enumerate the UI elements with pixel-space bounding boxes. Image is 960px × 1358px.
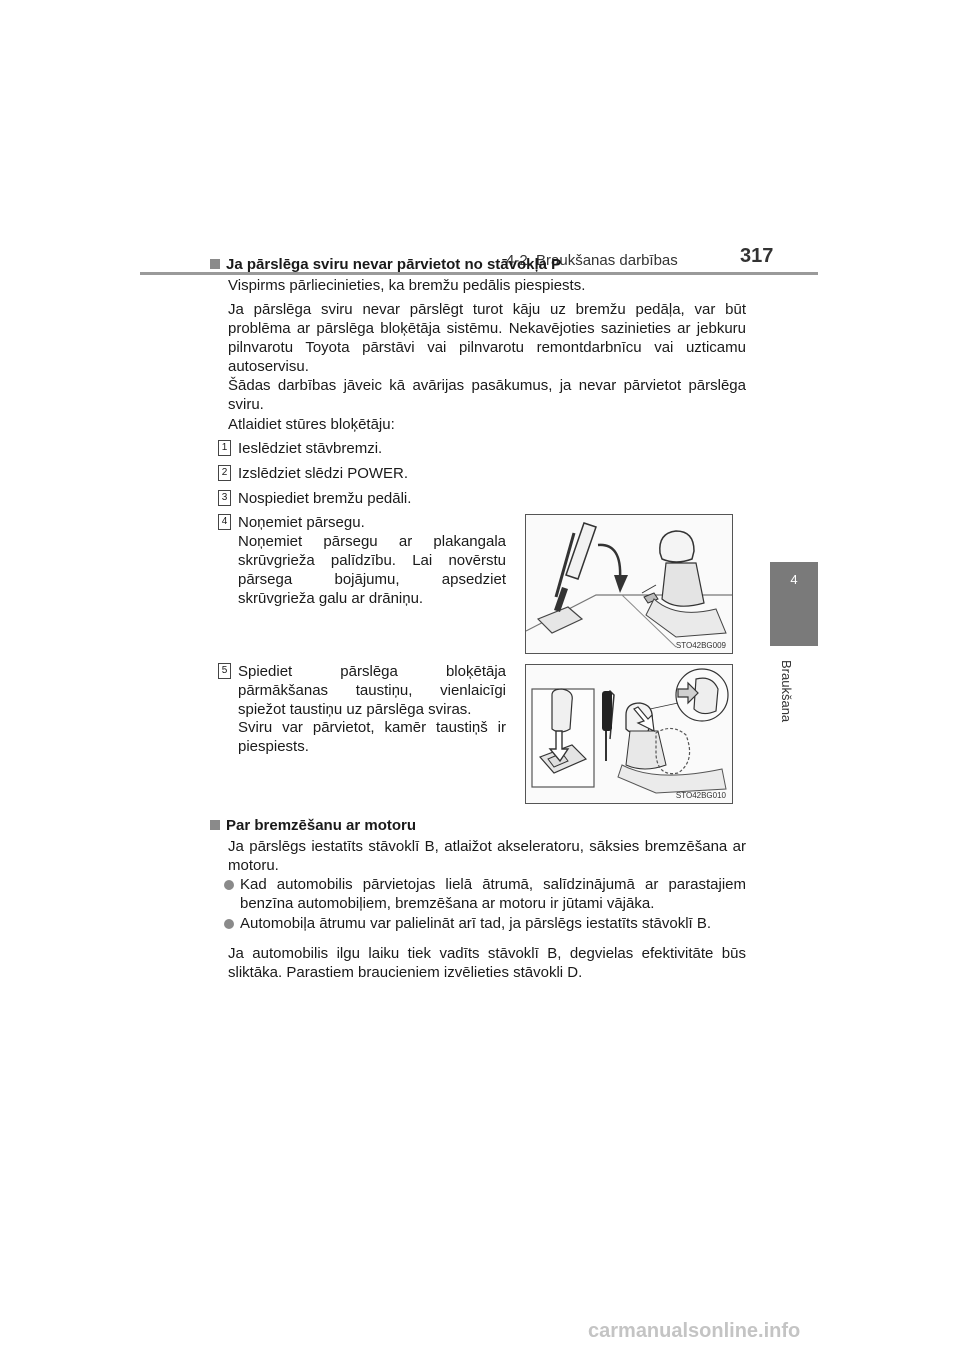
section-heading-engine-braking: Par bremzēšanu ar motoru <box>210 817 416 834</box>
step-text: Nospiediet bremžu pedāli. <box>238 490 412 507</box>
chapter-tab <box>770 562 818 646</box>
step-number-box: 2 <box>218 465 231 481</box>
step-number-box: 5 <box>218 663 231 679</box>
paragraph: Vispirms pārliecinieties, ka bremžu pedālis piespiests. <box>228 277 586 294</box>
paragraph: Ja automobilis ilgu laiku tiek vadīts stāvoklī B, degvielas efektivitāte būs sliktāka. Parastiem braucieniem izvēlieties stāvokli D. <box>228 945 746 981</box>
paragraph: Ja pārslēga sviru nevar pārslēgt turot kāju uz bremžu pedāļa, var būt problēma ar pārslēga bloķētāja sistēmu. Nekavējoties sazinieties ar jebkuru pilnvarotu Toyota pārstāvi vai pilnvarotu remontdarbnīcu vai uzticamu autoservisu. <box>228 301 746 375</box>
paragraph: Atlaidiet stūres bloķētāju: <box>228 416 395 433</box>
paragraph: Šādas darbības jāveic kā avārijas pasākumus, ja nevar pārvietot pārslēga sviru. <box>228 377 746 413</box>
cover-removal-illustration <box>526 515 732 653</box>
step-number-box: 1 <box>218 440 231 456</box>
section-title: 4-2. Braukšanas darbības <box>506 252 678 269</box>
step-number-box: 4 <box>218 514 231 530</box>
figure-code: STO42BG010 <box>675 791 726 800</box>
bullet-item: Kad automobilis pārvietojas lielā ātrumā, salīdzinājumā ar parastajiem benzīna automobiļiem, bremzēšana ar motoru ir jūtami vājāka. <box>240 876 746 912</box>
step-text: Spiediet pārslēga bloķētāja pārmākšanas taustiņu, vienlaicīgi spiežot taustiņu uz pārslēga sviras. <box>238 663 506 718</box>
shift-lock-illustration <box>526 665 732 803</box>
step-text: Ieslēdziet stāvbremzi. <box>238 440 383 457</box>
watermark: carmanualsonline.info <box>588 1320 801 1342</box>
square-bullet-icon <box>210 820 220 830</box>
square-bullet-icon <box>210 259 220 269</box>
round-bullet-icon <box>224 880 234 890</box>
step-number-box: 3 <box>218 490 231 506</box>
figure-cover-removal <box>525 514 733 654</box>
figure-code: STO42BG009 <box>675 641 726 650</box>
figure-shift-lock-override <box>525 664 733 804</box>
chapter-label-container <box>770 660 818 740</box>
step-detail: Noņemiet pārsegu ar plakangala skrūvgrieža palīdzību. Lai novērstu pārsega bojājumu, apsedziet skrūvgrieža galu ar drāniņu. <box>238 533 506 607</box>
page-number: 317 <box>740 245 774 267</box>
step-detail: Sviru var pārvietot, kamēr taustiņš ir piespiests. <box>238 719 506 755</box>
section-heading-park: Ja pārslēga sviru nevar pārvietot no stāvokļa P <box>210 256 561 273</box>
round-bullet-icon <box>224 919 234 929</box>
chapter-number: 4 <box>790 572 798 587</box>
step-text: Izslēdziet slēdzi POWER. <box>238 465 409 482</box>
paragraph: Ja pārslēgs iestatīts stāvoklī B, atlaižot akseleratoru, sāksies bremzēšana ar motoru. <box>228 838 746 874</box>
step-text: Noņemiet pārsegu. <box>238 514 365 531</box>
chapter-label: Braukšana <box>779 660 794 723</box>
bullet-item: Automobiļa ātrumu var palielināt arī tad, ja pārslēgs iestatīts stāvoklī B. <box>240 915 712 932</box>
